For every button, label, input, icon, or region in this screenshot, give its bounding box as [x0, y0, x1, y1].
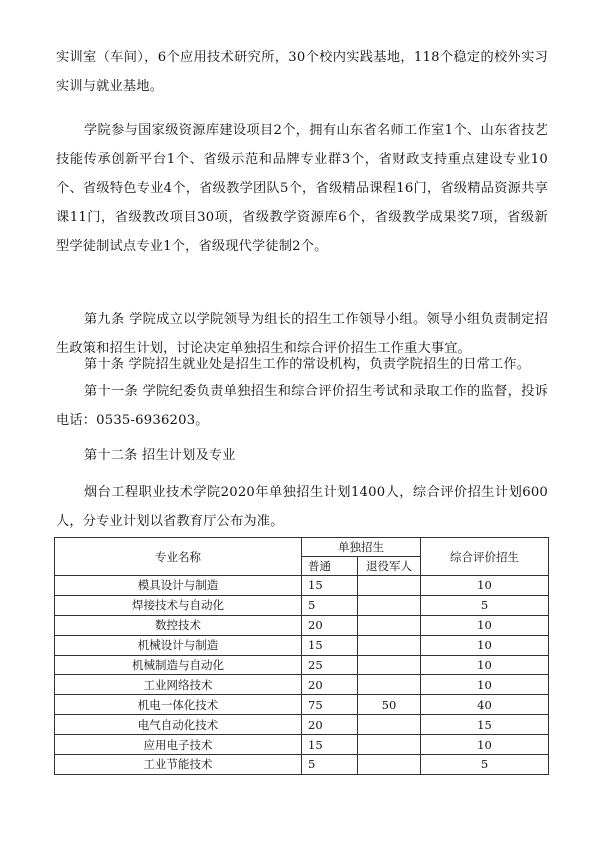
table-row [55, 695, 549, 715]
normal-quota: 15 [302, 576, 358, 596]
major-name: 工业网络技术 [55, 675, 302, 695]
veteran-quota [358, 635, 421, 655]
normal-quota: 75 [302, 695, 358, 715]
comprehensive-quota: 5 [421, 595, 549, 615]
table-row [55, 615, 549, 635]
normal-quota: 25 [302, 655, 358, 675]
major-name: 机械设计与制造 [55, 635, 302, 655]
major-name: 机械制造与自动化 [55, 655, 302, 675]
veteran-quota [358, 576, 421, 596]
paragraph-article-11: 第十一条 学院纪委负责单独招生和综合评价招生考试和录取工作的监督，投诉电话：0535-6936203。 [56, 384, 548, 428]
normal-quota: 15 [302, 735, 358, 755]
major-name: 工业节能技术 [55, 755, 302, 775]
table-row [55, 755, 549, 775]
header-veteran: 退役军人 [358, 557, 421, 576]
major-name: 焊接技术与自动化 [55, 595, 302, 615]
header-comprehensive: 综合评价招生 [421, 538, 549, 576]
major-name: 机电一体化技术 [55, 695, 302, 715]
comprehensive-quota: 5 [421, 755, 549, 775]
major-name: 应用电子技术 [55, 735, 302, 755]
normal-quota: 20 [302, 675, 358, 695]
paragraph-facilities: 实训室（车间），6个应用技术研究所，30个校内实践基地，118个稳定的校外实习实训与就业基地。 [56, 50, 548, 94]
paragraph-article-10: 第十条 学院招生就业处是招生工作的常设机构，负责学院招生的日常工作。 [84, 357, 531, 372]
paragraph-enrollment-plan: 烟台工程职业技术学院2020年单独招生计划1400人，综合评价招生计划600人，分专业计划以省教育厅公布为准。 [56, 485, 548, 529]
normal-quota: 5 [302, 755, 358, 775]
comprehensive-quota: 10 [421, 615, 549, 635]
paragraph-article-9: 第九条 学院成立以学院领导为组长的招生工作领导小组。领导小组负责制定招生政策和招生计划，讨论决定单独招生和综合评价招生工作重大事宜。 [56, 312, 548, 356]
paragraph-article-12: 第十二条 招生计划及专业 [84, 448, 236, 463]
comprehensive-quota: 15 [421, 715, 549, 735]
veteran-quota [358, 755, 421, 775]
header-single-enrollment: 单独招生 [302, 538, 421, 557]
major-name: 电气自动化技术 [55, 715, 302, 735]
comprehensive-quota: 10 [421, 635, 549, 655]
normal-quota: 20 [302, 715, 358, 735]
paragraph-achievements: 学院参与国家级资源库建设项目2个，拥有山东省名师工作室1个、山东省技艺技能传承创新平台1个、省级示范和品牌专业群3个，省财政支持重点建设专业10个、省级特色专业4个，省级教学团队5个，省级精品课程16门，省级精品资源共享课11门，省级教改项目30项，省级教学资源库6个，省级教学成果奖7项，省级新型学徒制试点专业1个，省级现代学徒制2个。 [56, 123, 548, 254]
normal-quota: 5 [302, 595, 358, 615]
major-name: 模具设计与制造 [55, 576, 302, 596]
comprehensive-quota: 10 [421, 576, 549, 596]
table-row [55, 715, 549, 735]
veteran-quota [358, 715, 421, 735]
veteran-quota [358, 655, 421, 675]
table-row [55, 635, 549, 655]
major-name: 数控技术 [55, 615, 302, 635]
normal-quota: 15 [302, 635, 358, 655]
table-row [55, 595, 549, 615]
comprehensive-quota: 10 [421, 675, 549, 695]
veteran-quota: 50 [358, 695, 421, 715]
comprehensive-quota: 10 [421, 655, 549, 675]
enrollment-plan-table [54, 537, 549, 775]
veteran-quota [358, 615, 421, 635]
veteran-quota [358, 675, 421, 695]
table-row [55, 576, 549, 596]
table-row [55, 735, 549, 755]
normal-quota: 20 [302, 615, 358, 635]
comprehensive-quota: 10 [421, 735, 549, 755]
table-row [55, 655, 549, 675]
header-normal: 普通 [302, 557, 358, 576]
header-major: 专业名称 [55, 538, 302, 576]
veteran-quota [358, 595, 421, 615]
comprehensive-quota: 40 [421, 695, 549, 715]
table-row [55, 675, 549, 695]
veteran-quota [358, 735, 421, 755]
